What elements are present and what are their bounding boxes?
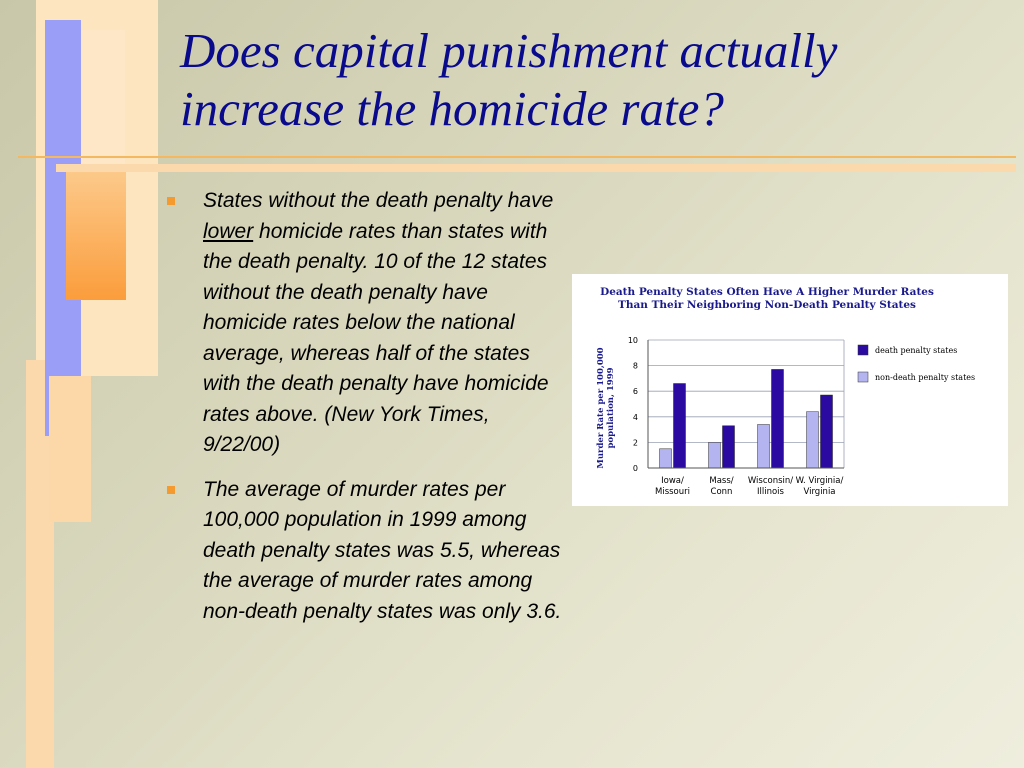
bullet-item-1 — [165, 186, 565, 461]
bar-death-penalty — [821, 395, 833, 468]
y-tick-label: 6 — [632, 387, 638, 397]
decor-block-orange — [66, 172, 126, 300]
chart-title-line1: Death Penalty States Often Have A Higher Murder Rates — [600, 286, 934, 298]
chart-title-line2: Than Their Neighboring Non-Death Penalty States — [618, 299, 916, 311]
x-tick-label: W. Virginia/ — [795, 476, 844, 486]
bar-non-death-penalty — [807, 412, 819, 468]
y-tick-label: 2 — [632, 438, 638, 448]
decor-block-peach — [49, 376, 91, 522]
legend-swatch — [858, 372, 868, 382]
bullet-2-text: The average of murder rates per 100,000 population in 1999 among death penalty states was 5.5, whereas the average of murder rates among non-death penalty states was only 3.6. — [203, 477, 562, 623]
bullet-list — [165, 186, 565, 641]
y-tick-label: 0 — [632, 464, 638, 473]
bar-death-penalty — [772, 369, 784, 468]
x-tick-label: Virginia — [803, 487, 836, 497]
slide-title-line2: increase the homicide rate? — [180, 81, 724, 136]
y-tick-label: 4 — [632, 412, 638, 422]
bar-death-penalty — [674, 384, 686, 468]
legend-label: death penalty states — [875, 346, 958, 355]
x-tick-label: Missouri — [655, 487, 690, 497]
bullet-item-2 — [165, 475, 565, 628]
legend-swatch — [858, 345, 868, 355]
decor-block-cream — [81, 30, 125, 172]
chart-panel — [572, 274, 1008, 506]
square-bullet-icon — [167, 486, 175, 494]
x-tick-label: Conn — [710, 487, 733, 497]
bar-death-penalty — [723, 426, 735, 468]
bullet-1-text-before: States without the death penalty have — [203, 189, 554, 212]
legend-label: non-death penalty states — [875, 373, 976, 382]
y-axis-label-line1: Murder Rate per 100,000 — [596, 347, 606, 469]
slide-title-line1: Does capital punishment actually — [180, 23, 838, 78]
bar-non-death-penalty — [660, 449, 672, 468]
bar-series — [648, 369, 844, 468]
x-tick-label: Iowa/ — [661, 476, 684, 486]
bar-non-death-penalty — [709, 442, 721, 468]
y-tick-label: 10 — [627, 336, 638, 345]
bar-non-death-penalty — [758, 424, 770, 468]
bullet-1-emphasis: lower — [203, 219, 254, 243]
title-rule — [18, 156, 1016, 158]
bar-chart — [572, 274, 1008, 506]
bullet-1-text-after: homicide rates than states with the death penalty. 10 of the 12 states without the death penalty have homicide rates below the national average, whereas half of the states with the death penalty have homicide rates above. (New York Times, 9/22/00) — [203, 219, 549, 456]
square-bullet-icon — [167, 197, 175, 205]
chart-legend — [858, 345, 975, 382]
x-tick-label: Illinois — [757, 487, 784, 497]
x-tick-label: Wisconsin/ — [747, 476, 794, 486]
y-tick-label: 8 — [632, 361, 638, 371]
x-tick-label: Mass/ — [709, 476, 734, 486]
y-axis-label-line2: population, 1999 — [606, 367, 616, 449]
x-axis-categories — [655, 476, 844, 497]
title-rule-band — [56, 164, 1016, 172]
slide-title — [180, 22, 1010, 138]
